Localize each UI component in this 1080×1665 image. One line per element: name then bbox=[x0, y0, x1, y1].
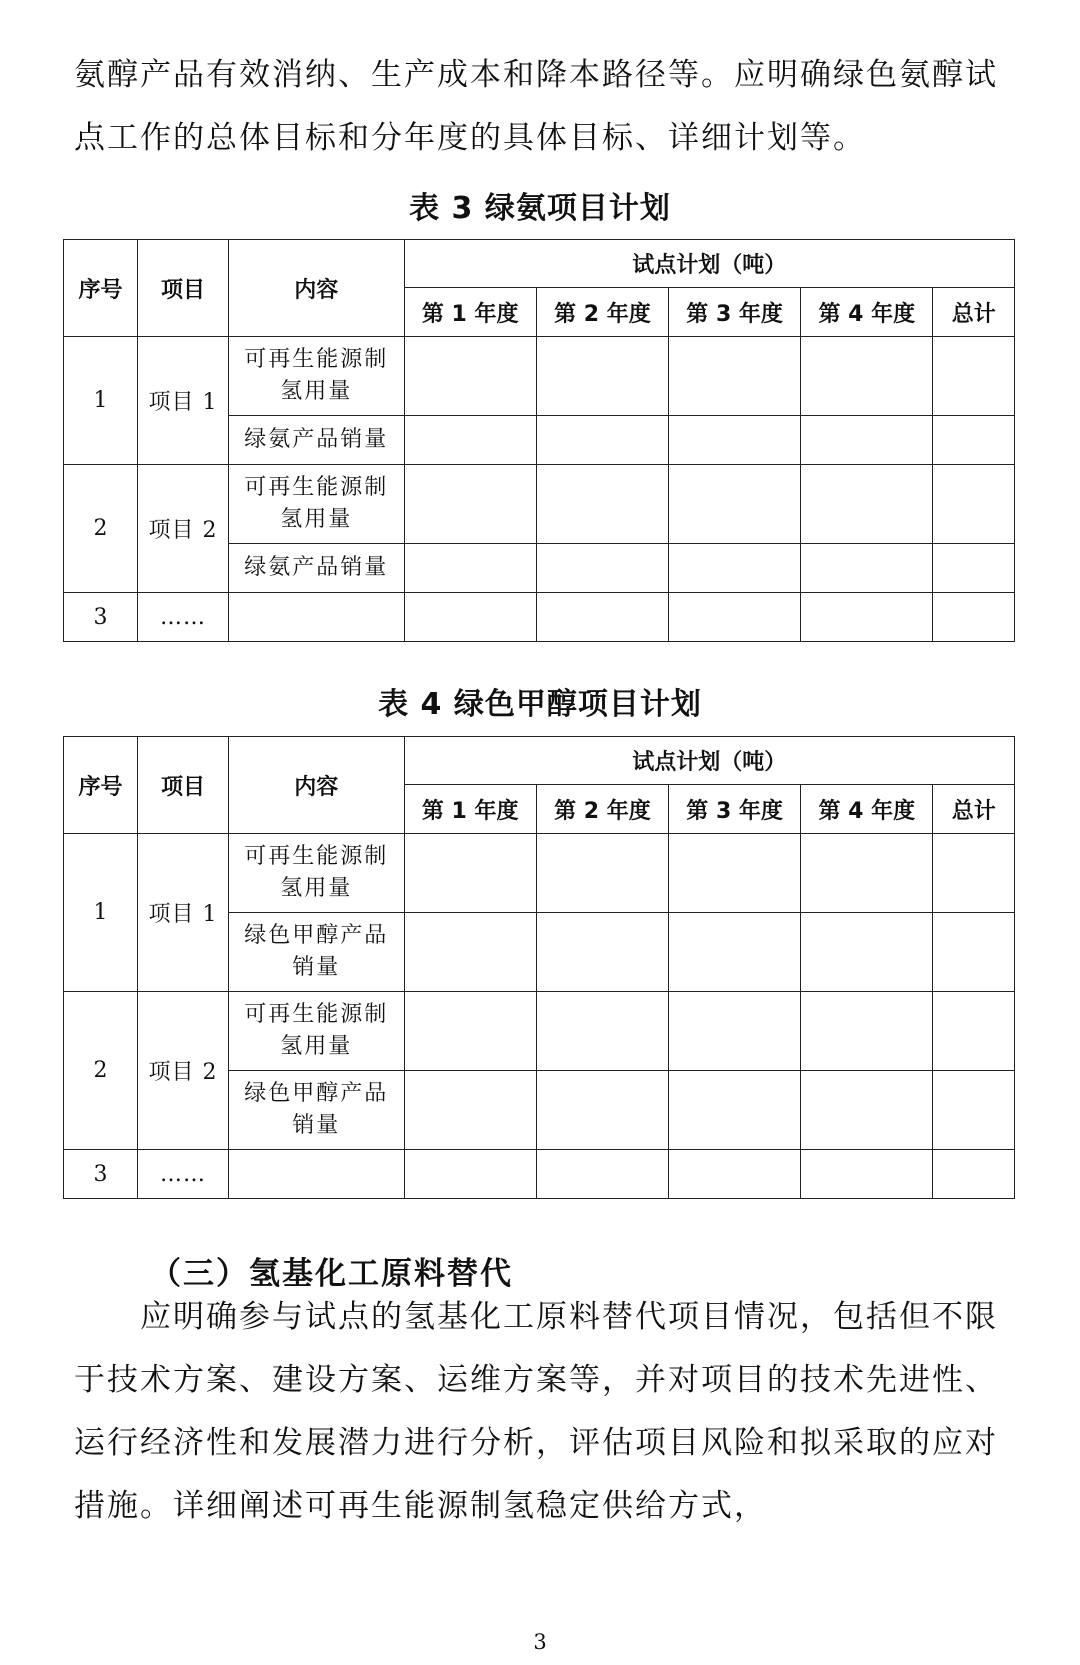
row-content: 可再生能源制氢用量 bbox=[229, 465, 405, 544]
header-year-3: 第 3 年度 bbox=[669, 785, 801, 834]
data-cell bbox=[669, 1071, 801, 1150]
data-cell bbox=[933, 544, 1015, 593]
data-cell bbox=[801, 913, 933, 992]
data-cell bbox=[933, 1071, 1015, 1150]
data-cell bbox=[801, 544, 933, 593]
page-number: 3 bbox=[533, 1630, 547, 1654]
header-year-3: 第 3 年度 bbox=[669, 288, 801, 337]
data-cell bbox=[404, 834, 536, 913]
data-cell bbox=[801, 465, 933, 544]
row-seq: 1 bbox=[64, 834, 138, 992]
data-cell bbox=[933, 913, 1015, 992]
header-total: 总计 bbox=[933, 785, 1015, 834]
data-cell bbox=[404, 1071, 536, 1150]
data-cell bbox=[933, 1150, 1015, 1199]
row-seq: 3 bbox=[64, 593, 138, 642]
row-item: 项目 1 bbox=[138, 337, 229, 465]
row-content: 绿色甲醇产品销量 bbox=[229, 1071, 405, 1150]
data-cell bbox=[669, 913, 801, 992]
data-cell bbox=[404, 913, 536, 992]
header-year-2: 第 2 年度 bbox=[536, 785, 668, 834]
body-paragraph: 应明确参与试点的氢基化工原料替代项目情况，包括但不限于技术方案、建设方案、运维方案等，并对项目的技术先进性、运行经济性和发展潜力进行分析，评估项目风险和拟采取的应对措施。详细阐述可再生能源制氢稳定供给方式， bbox=[74, 1299, 998, 1524]
row-content: 可再生能源制氢用量 bbox=[229, 337, 405, 416]
data-cell bbox=[669, 544, 801, 593]
table-row bbox=[64, 593, 1015, 642]
data-cell bbox=[536, 913, 668, 992]
data-cell bbox=[536, 337, 668, 416]
data-cell bbox=[536, 992, 668, 1071]
data-cell bbox=[669, 834, 801, 913]
row-content: 可再生能源制氢用量 bbox=[229, 834, 405, 913]
data-cell bbox=[801, 1150, 933, 1199]
header-seq: 序号 bbox=[64, 737, 138, 834]
row-item: 项目 2 bbox=[138, 465, 229, 593]
table-row bbox=[64, 992, 1015, 1071]
table-4-caption: 表 4 绿色甲醇项目计划 bbox=[378, 687, 702, 722]
row-content bbox=[229, 593, 405, 642]
header-year-2: 第 2 年度 bbox=[536, 288, 668, 337]
row-seq: 1 bbox=[64, 337, 138, 465]
data-cell bbox=[669, 416, 801, 465]
row-seq: 3 bbox=[64, 1150, 138, 1199]
data-cell bbox=[536, 544, 668, 593]
data-cell bbox=[933, 416, 1015, 465]
data-cell bbox=[933, 593, 1015, 642]
intro-paragraph: 氨醇产品有效消纳、生产成本和降本路径等。应明确绿色氨醇试点工作的总体目标和分年度的具体目标、详细计划等。 bbox=[74, 57, 998, 156]
data-cell bbox=[801, 337, 933, 416]
table-row bbox=[64, 337, 1015, 416]
green-ammonia-plan-table bbox=[63, 239, 1015, 642]
header-year-1: 第 1 年度 bbox=[404, 288, 536, 337]
header-item: 项目 bbox=[138, 240, 229, 337]
row-content: 绿氨产品销量 bbox=[229, 416, 405, 465]
data-cell bbox=[933, 992, 1015, 1071]
data-cell bbox=[933, 465, 1015, 544]
section-heading: （三）氢基化工原料替代 bbox=[150, 1256, 513, 1292]
row-content: 绿色甲醇产品销量 bbox=[229, 913, 405, 992]
green-methanol-plan-table bbox=[63, 736, 1015, 1199]
data-cell bbox=[669, 593, 801, 642]
data-cell bbox=[536, 416, 668, 465]
row-content: 可再生能源制氢用量 bbox=[229, 992, 405, 1071]
header-plan-group: 试点计划（吨） bbox=[404, 737, 1014, 785]
row-item: …… bbox=[138, 593, 229, 642]
data-cell bbox=[404, 992, 536, 1071]
row-item: …… bbox=[138, 1150, 229, 1199]
row-item: 项目 2 bbox=[138, 992, 229, 1150]
data-cell bbox=[536, 1071, 668, 1150]
header-year-1: 第 1 年度 bbox=[404, 785, 536, 834]
data-cell bbox=[404, 593, 536, 642]
data-cell bbox=[669, 465, 801, 544]
table-3-caption: 表 3 绿氨项目计划 bbox=[409, 191, 671, 226]
row-seq: 2 bbox=[64, 992, 138, 1150]
header-item: 项目 bbox=[138, 737, 229, 834]
data-cell bbox=[536, 1150, 668, 1199]
data-cell bbox=[801, 416, 933, 465]
header-content: 内容 bbox=[229, 737, 405, 834]
data-cell bbox=[404, 1150, 536, 1199]
data-cell bbox=[404, 465, 536, 544]
header-total: 总计 bbox=[933, 288, 1015, 337]
header-content: 内容 bbox=[229, 240, 405, 337]
data-cell bbox=[801, 834, 933, 913]
data-cell bbox=[404, 337, 536, 416]
header-year-4: 第 4 年度 bbox=[801, 785, 933, 834]
data-cell bbox=[933, 337, 1015, 416]
header-year-4: 第 4 年度 bbox=[801, 288, 933, 337]
row-content: 绿氨产品销量 bbox=[229, 544, 405, 593]
data-cell bbox=[404, 416, 536, 465]
data-cell bbox=[536, 593, 668, 642]
table-row bbox=[64, 834, 1015, 913]
table-row bbox=[64, 465, 1015, 544]
data-cell bbox=[801, 593, 933, 642]
data-cell bbox=[669, 992, 801, 1071]
row-seq: 2 bbox=[64, 465, 138, 593]
header-plan-group: 试点计划（吨） bbox=[404, 240, 1014, 288]
data-cell bbox=[801, 1071, 933, 1150]
table-row bbox=[64, 1150, 1015, 1199]
data-cell bbox=[669, 337, 801, 416]
row-content bbox=[229, 1150, 405, 1199]
data-cell bbox=[536, 834, 668, 913]
data-cell bbox=[404, 544, 536, 593]
row-item: 项目 1 bbox=[138, 834, 229, 992]
data-cell bbox=[669, 1150, 801, 1199]
data-cell bbox=[933, 834, 1015, 913]
data-cell bbox=[536, 465, 668, 544]
data-cell bbox=[801, 992, 933, 1071]
header-seq: 序号 bbox=[64, 240, 138, 337]
